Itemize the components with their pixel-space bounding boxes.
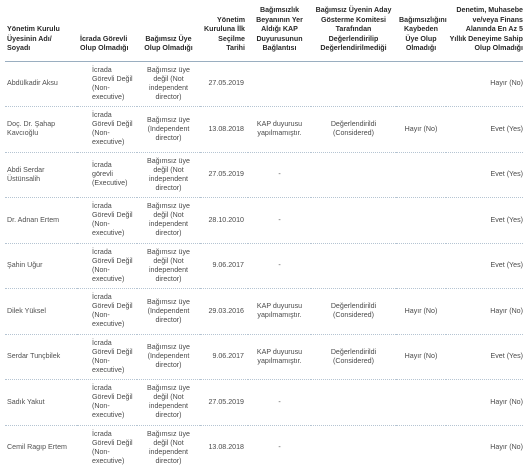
cell-finance-experience: Hayır (No) xyxy=(446,289,523,335)
cell-name: Doç. Dr. Şahap Kavcıoğlu xyxy=(5,107,77,153)
cell-nomination xyxy=(311,152,396,198)
table-row xyxy=(5,334,523,380)
cell-independent: Bağımsız üye değil (Not independent director) xyxy=(137,198,200,244)
header-nomination: Bağımsız Üyenin Aday Gösterme Komitesi Tarafından Değerlendirilip Değerlendirilmediği xyxy=(311,3,396,61)
header-finance-experience: Denetim, Muhasebe ve/veya Finans Alanında En Az 5 Yıllık Deneyime Sahip Olup Olmadığı xyxy=(446,3,523,61)
cell-first-elected: 9.06.2017 xyxy=(200,243,248,289)
cell-declaration: - xyxy=(248,152,311,198)
cell-nomination xyxy=(311,243,396,289)
cell-declaration: KAP duyurusu yapılmamıştır. xyxy=(248,334,311,380)
cell-first-elected: 13.08.2018 xyxy=(200,107,248,153)
cell-first-elected: 28.10.2010 xyxy=(200,198,248,244)
cell-name: Dr. Adnan Ertem xyxy=(5,198,77,244)
header-independent: Bağımsız Üye Olup Olmadığı xyxy=(137,3,200,61)
cell-first-elected: 29.03.2016 xyxy=(200,289,248,335)
cell-lost-independence xyxy=(396,152,446,198)
cell-declaration: KAP duyurusu yapılmamıştır. xyxy=(248,107,311,153)
cell-lost-independence xyxy=(396,425,446,471)
cell-lost-independence xyxy=(396,243,446,289)
header-lost-independence: Bağımsızlığını Kaybeden Üye Olup Olmadığı xyxy=(396,3,446,61)
cell-declaration xyxy=(248,61,311,107)
cell-lost-independence xyxy=(396,380,446,426)
cell-finance-experience: Evet (Yes) xyxy=(446,152,523,198)
cell-executive: İcrada Görevli Değil (Non-executive) xyxy=(77,107,137,153)
cell-name: Dilek Yüksel xyxy=(5,289,77,335)
cell-name: Abdülkadir Aksu xyxy=(5,61,77,107)
cell-first-elected: 9.06.2017 xyxy=(200,334,248,380)
cell-nomination: Değerlendirildi (Considered) xyxy=(311,289,396,335)
cell-independent: Bağımsız üye (Independent director) xyxy=(137,334,200,380)
table-row xyxy=(5,289,523,335)
table-row xyxy=(5,61,523,107)
cell-independent: Bağımsız üye değil (Not independent director) xyxy=(137,61,200,107)
table-row xyxy=(5,152,523,198)
cell-executive: İcrada Görevli Değil (Non-executive) xyxy=(77,198,137,244)
cell-lost-independence: Hayır (No) xyxy=(396,334,446,380)
header-first-elected: Yönetim Kuruluna İlk Seçilme Tarihi xyxy=(200,3,248,61)
board-members-table xyxy=(5,3,523,471)
header-executive: İcrada Görevli Olup Olmadığı xyxy=(77,3,137,61)
cell-lost-independence: Hayır (No) xyxy=(396,107,446,153)
cell-lost-independence xyxy=(396,61,446,107)
table-row xyxy=(5,198,523,244)
cell-independent: Bağımsız üye (Independent director) xyxy=(137,289,200,335)
cell-lost-independence: Hayır (No) xyxy=(396,289,446,335)
cell-nomination xyxy=(311,198,396,244)
cell-name: Serdar Tunçbilek xyxy=(5,334,77,380)
cell-first-elected: 27.05.2019 xyxy=(200,152,248,198)
cell-declaration: - xyxy=(278,443,281,452)
cell-finance-experience: Evet (Yes) xyxy=(446,198,523,244)
table-row xyxy=(5,380,523,426)
cell-independent: Bağımsız üye değil (Not independent director) xyxy=(147,429,190,466)
cell-independent: Bağımsız üye değil (Not independent director) xyxy=(137,380,200,426)
cell-executive: İcrada Görevli Değil (Non-executive) xyxy=(77,289,137,335)
cell-declaration: - xyxy=(248,198,311,244)
cell-independent: Bağımsız üye değil (Not independent director) xyxy=(137,152,200,198)
table-row xyxy=(5,243,523,289)
cell-first-elected: 27.05.2019 xyxy=(200,61,248,107)
cell-independent: Bağımsız üye değil (Not independent director) xyxy=(137,243,200,289)
cell-nomination xyxy=(311,380,396,426)
cell-finance-experience: Hayır (No) xyxy=(446,61,523,107)
cell-first-elected: 27.05.2019 xyxy=(200,380,248,426)
cell-finance-experience: Evet (Yes) xyxy=(446,243,523,289)
cell-executive: İcrada Görevli Değil (Non-executive) xyxy=(77,380,137,426)
table-row xyxy=(5,425,523,471)
cell-executive: İcrada Görevli Değil (Non-executive) xyxy=(77,334,137,380)
cell-executive: İcrada Görevli Değil (Non-executive) xyxy=(77,61,137,107)
cell-nomination: Değerlendirildi (Considered) xyxy=(311,107,396,153)
cell-name: Şahin Uğur xyxy=(5,243,77,289)
cell-finance-experience: Evet (Yes) xyxy=(446,107,523,153)
cell-executive: İcrada görevli (Executive) xyxy=(77,152,137,198)
cell-name: Cemil Ragıp Ertem xyxy=(7,443,67,452)
table-row xyxy=(5,107,523,153)
cell-declaration: - xyxy=(248,380,311,426)
cell-finance-experience: Evet (Yes) xyxy=(446,334,523,380)
cell-first-elected: 13.08.2018 xyxy=(208,443,244,452)
cell-finance-experience: Hayır (No) xyxy=(490,443,523,452)
header-name: Yönetim Kurulu Üyesinin Adı/ Soyadı xyxy=(5,3,77,61)
cell-nomination: Değerlendirildi (Considered) xyxy=(311,334,396,380)
cell-nomination xyxy=(311,425,396,471)
header-row xyxy=(5,3,523,61)
cell-name: Sadık Yakut xyxy=(5,380,77,426)
cell-finance-experience: Hayır (No) xyxy=(446,380,523,426)
cell-declaration: - xyxy=(248,243,311,289)
cell-name: Abdi Serdar Üstünsalih xyxy=(5,152,77,198)
cell-independent: Bağımsız üye (Independent director) xyxy=(137,107,200,153)
cell-declaration: KAP duyurusu yapılmamıştır. xyxy=(248,289,311,335)
header-declaration: Bağımsızlık Beyanının Yer Aldığı KAP Duyurusunun Bağlantısı xyxy=(248,3,311,61)
cell-nomination xyxy=(311,61,396,107)
cell-executive: İcrada Görevli Değil (Non-executive) xyxy=(77,243,137,289)
cell-executive: İcrada Görevli Değil (Non-executive) xyxy=(92,429,133,466)
cell-lost-independence xyxy=(396,198,446,244)
